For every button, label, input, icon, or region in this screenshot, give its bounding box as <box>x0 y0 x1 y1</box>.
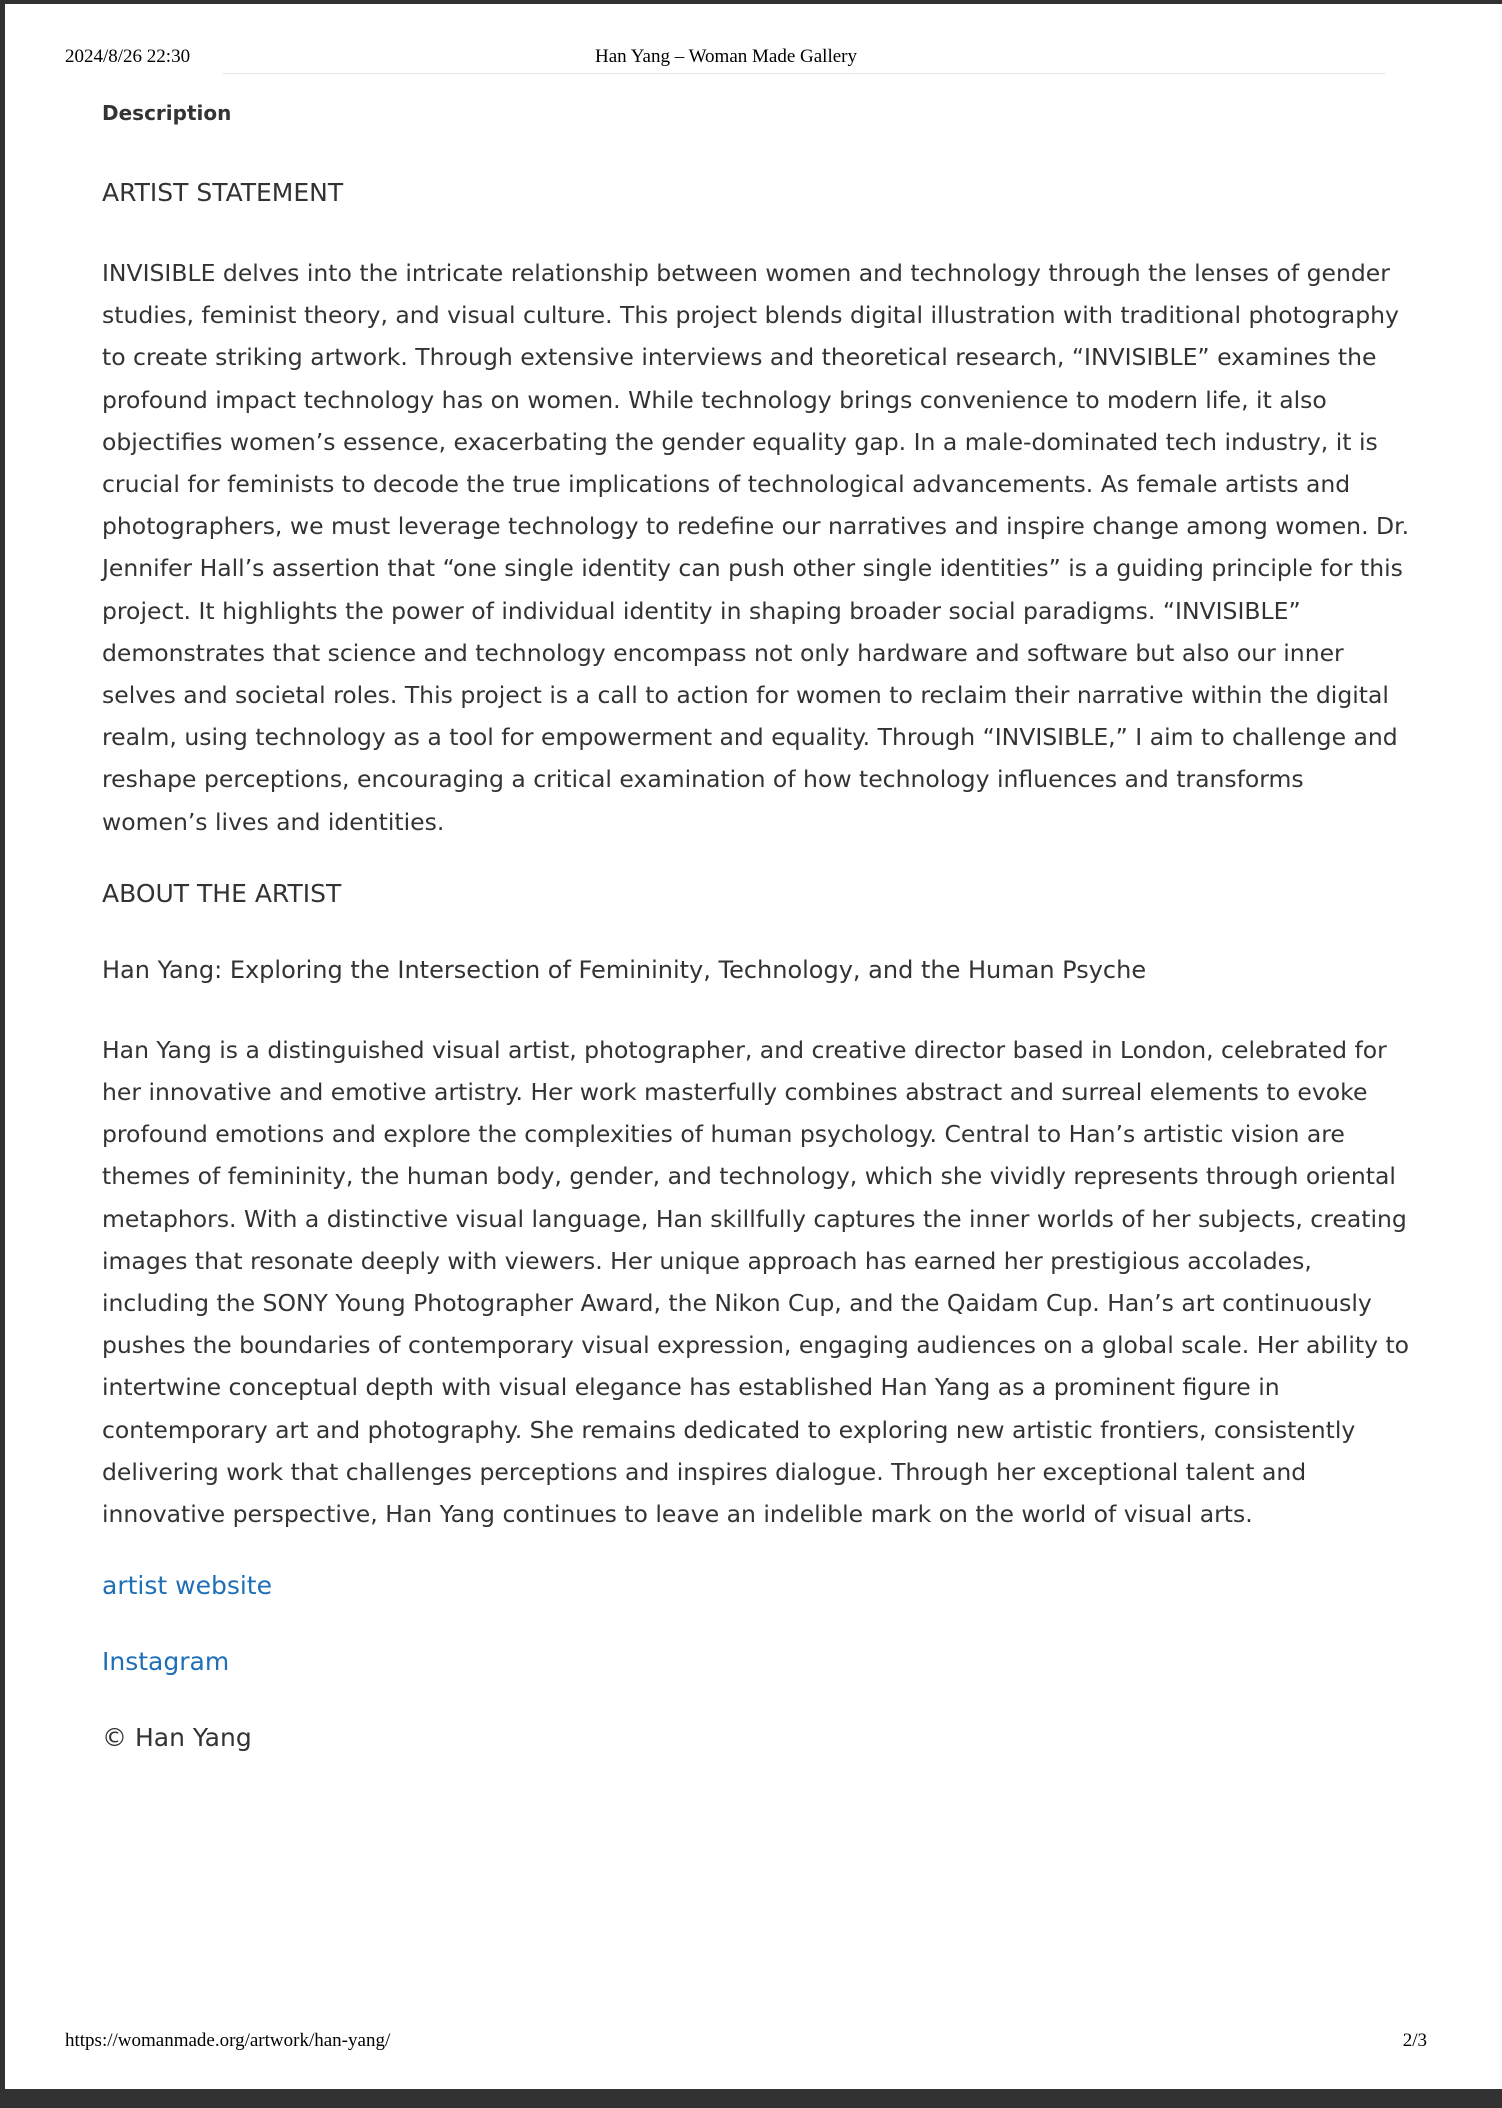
about-artist-heading: ABOUT THE ARTIST <box>102 878 342 908</box>
about-artist-subtitle: Han Yang: Exploring the Intersection of Femininity, Technology, and the Human Psyche <box>102 955 1147 984</box>
copyright-notice: © Han Yang <box>102 1723 252 1753</box>
header-divider <box>223 73 1385 74</box>
artist-statement-text: INVISIBLE delves into the intricate relationship between women and technology through the lenses of gender studies, feminist theory, and visual culture. This project blends digital illustration with traditional photography to create striking artwork. Through extensive interviews and theoretical research, “INVISIBLE” examines the profound impact technology has on women. While technology brings convenience to modern life, it also objectifies women’s essence, exacerbating the gender equality gap. In a male-dominated tech industry, it is crucial for feminists to decode the true implications of technological advancements. As female artists and photographers, we must leverage technology to redefine our narratives and inspire change among women. Dr. Jennifer Hall’s assertion that “one single identity can push other single identities” is a guiding principle for this project. It highlights the power of individual identity in shaping broader social paradigms. “INVISIBLE” demonstrates that science and technology encompass not only hardware and software but also our inner selves and societal roles. This project is a call to action for women to reclaim their narrative within the digital realm, using technology as a tool for empowerment and equality. Through “INVISIBLE,” I aim to challenge and reshape perceptions, encouraging a critical examination of how technology influences and transforms women’s lives and identities. <box>102 259 1410 836</box>
print-datetime: 2024/8/26 22:30 <box>65 46 191 67</box>
instagram-link[interactable]: Instagram <box>102 1647 230 1677</box>
artwork-description <box>102 96 1412 1755</box>
about-artist-text: Han Yang is a distinguished visual artist, photographer, and creative director based in London, celebrated for her innovative and emotive artistry. Her work masterfully combines abstract and surreal elements to evoke profound emotions and explore the complexities of human psychology. Central to Han’s artistic vision are themes of femininity, the human body, gender, and technology, which she vividly represents through oriental metaphors. With a distinctive visual language, Han skillfully captures the inner worlds of her subjects, creating images that resonate deeply with viewers. Her unique approach has earned her prestigious accolades, including the SONY Young Photographer Award, the Nikon Cup, and the Qaidam Cup. Han’s art continuously pushes the boundaries of contemporary visual expression, engaging audiences on a global scale. Her ability to intertwine conceptual depth with visual elegance has established Han Yang as a prominent figure in contemporary art and photography. She remains dedicated to exploring new artistic frontiers, consistently delivering work that challenges perceptions and inspires dialogue. Through her exceptional talent and innovative perspective, Han Yang continues to leave an indelible mark on the world of visual arts. <box>102 1035 1410 1529</box>
print-header <box>65 46 1387 76</box>
print-footer <box>65 2030 1427 2060</box>
description-label: Description <box>102 101 232 125</box>
print-url: https://womanmade.org/artwork/han-yang/ <box>65 2030 391 2051</box>
artist-website-link[interactable]: artist website <box>102 1571 272 1601</box>
printed-page <box>5 4 1502 2089</box>
print-page-number: 2/3 <box>1402 2030 1427 2051</box>
print-page-title: Han Yang – Woman Made Gallery <box>595 46 857 67</box>
artist-statement-heading: ARTIST STATEMENT <box>102 178 344 207</box>
